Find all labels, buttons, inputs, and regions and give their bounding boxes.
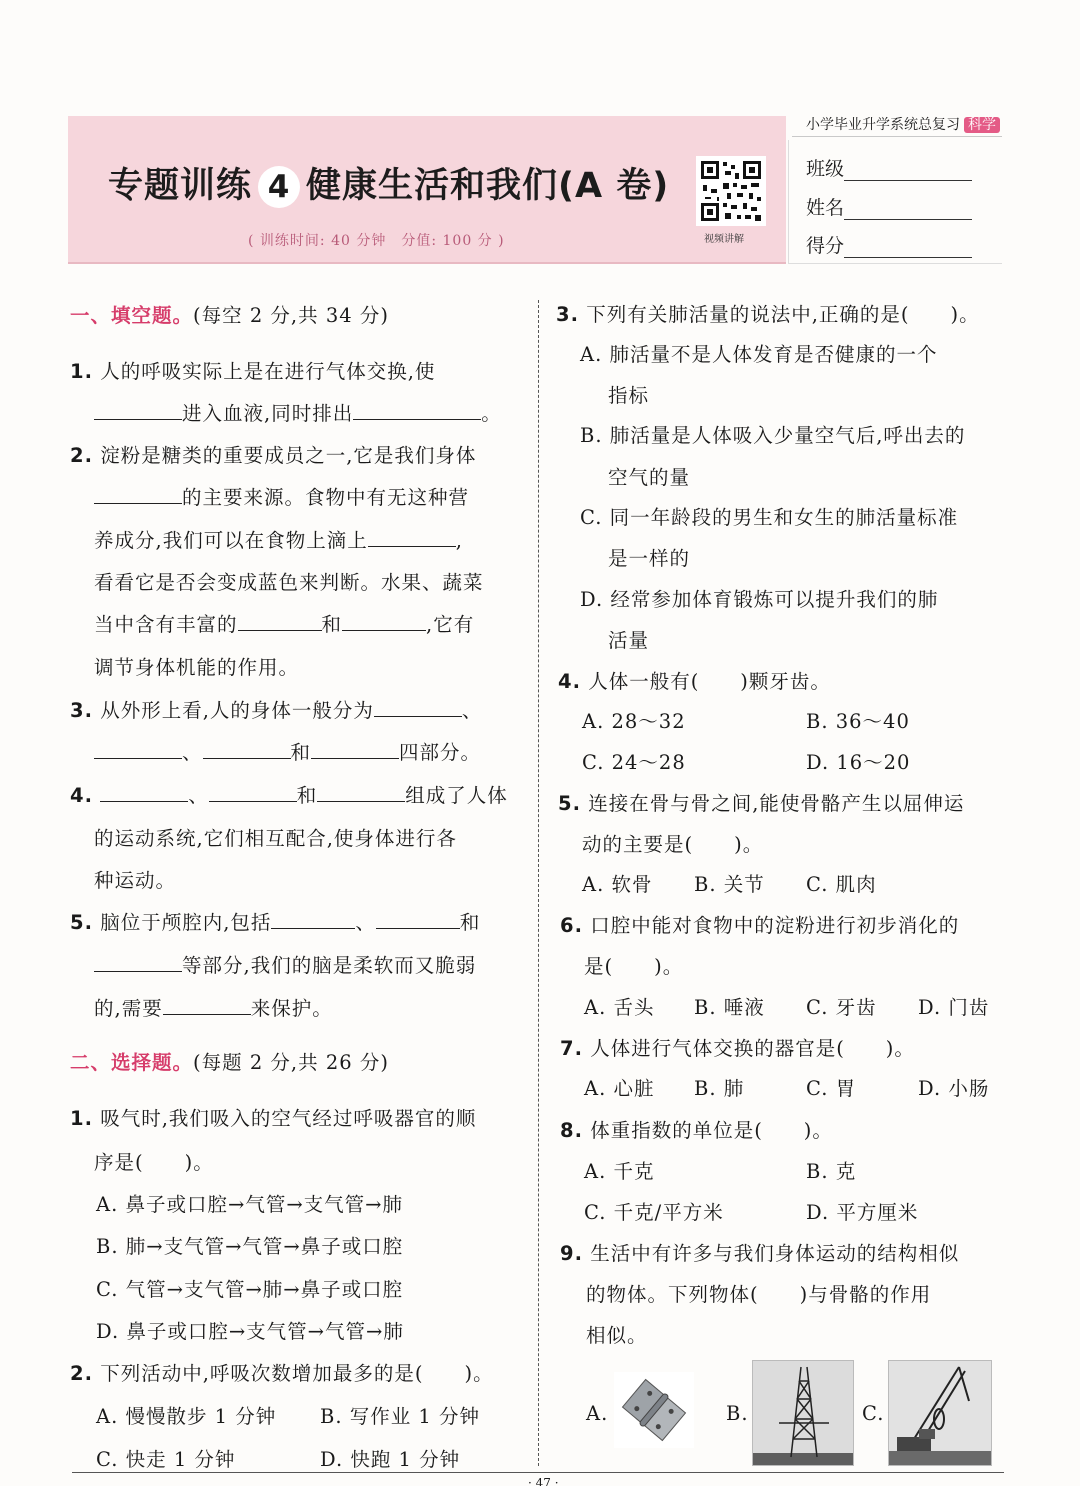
answer-blank[interactable] <box>317 784 405 802</box>
answer-blank[interactable] <box>353 402 481 420</box>
section2-note: (每题 2 分,共 26 分) <box>193 1051 389 1074</box>
question-number: 7. <box>560 1037 583 1060</box>
question-text: 四部分。 <box>399 741 482 764</box>
answer-blank[interactable] <box>203 741 291 759</box>
s2-q9-line2 <box>586 1279 931 1307</box>
question-text: 吸气时,我们吸入的空气经过呼吸器官的顺 <box>100 1107 477 1130</box>
answer-blank[interactable] <box>376 911 460 929</box>
option-b-cont: 空气的量 <box>608 466 691 489</box>
qr-caption: 视频讲解 <box>704 234 744 245</box>
s1-q5-line2 <box>94 950 476 978</box>
question-text: 生活中有许多与我们身体运动的结构相似 <box>590 1242 960 1265</box>
option-a-cont: 指标 <box>608 384 650 407</box>
option-d[interactable]: D. 鼻子或口腔→支气管→气管→肺 <box>96 1320 404 1343</box>
question-number: 9. <box>560 1242 583 1265</box>
question-text: 的,需要 <box>94 997 163 1020</box>
title-main: 健康生活和我们(A 卷) <box>306 166 670 206</box>
answer-blank[interactable] <box>311 741 399 759</box>
option-d[interactable]: D. 门齿 <box>918 996 990 1019</box>
option-a[interactable]: A. 慢慢散步 1 分钟 <box>96 1405 277 1428</box>
question-number: 5. <box>558 792 581 815</box>
s1-q1-line2 <box>94 398 502 426</box>
question-text: 相似。 <box>586 1324 648 1347</box>
s2-q6-line1 <box>560 910 959 938</box>
question-text: 和 <box>321 613 343 636</box>
question-text: 口腔中能对食物中的淀粉进行初步消化的 <box>590 914 960 937</box>
s1-q3-line2 <box>94 737 481 765</box>
s2-q9-line3 <box>586 1320 648 1348</box>
answer-blank[interactable] <box>94 954 182 972</box>
score-label: 得分 <box>806 235 845 257</box>
option-b[interactable]: B. 肺→支气管→气管→鼻子或口腔 <box>96 1235 404 1258</box>
question-text: 、 <box>355 911 376 934</box>
answer-blank[interactable] <box>368 529 456 547</box>
option-d[interactable]: D. 经常参加体育锻炼可以提升我们的肺 <box>580 588 939 611</box>
s1-q2-line3 <box>94 525 463 553</box>
option-a[interactable]: A. 肺活量不是人体发育是否健康的一个 <box>580 343 938 366</box>
s2-q3-line1 <box>556 299 980 327</box>
option-b[interactable]: B. 肺 <box>694 1077 745 1100</box>
s2-q6-line2 <box>584 951 683 979</box>
question-number: 6. <box>560 914 583 937</box>
answer-blank[interactable] <box>100 784 188 802</box>
question-text: 和 <box>290 741 312 764</box>
option-a[interactable]: A. 28～32 <box>582 710 686 733</box>
section1-heading <box>70 300 389 328</box>
s1-q2-line1 <box>70 440 476 468</box>
s1-q3-line1 <box>70 695 482 723</box>
divider <box>792 136 1002 137</box>
question-text: 、 <box>182 741 203 764</box>
s1-q4-line3 <box>94 865 176 893</box>
question-text: 调节身体机能的作用。 <box>94 656 300 679</box>
option-a[interactable]: A. 舌头 <box>584 996 655 1019</box>
option-d[interactable]: D. 快跑 1 分钟 <box>320 1448 461 1471</box>
section2-title: 二、选择题。 <box>70 1051 194 1074</box>
s1-q1-line1 <box>70 356 435 384</box>
answer-blank[interactable] <box>342 613 426 631</box>
s2-q2-line1 <box>70 1358 494 1386</box>
question-text: 和 <box>459 911 481 934</box>
option-c[interactable]: C. 同一年龄段的男生和女生的肺活量标准 <box>580 506 959 529</box>
answer-blank[interactable] <box>94 402 182 420</box>
hinge-image[interactable] <box>614 1372 694 1448</box>
question-text: 、 <box>461 699 483 722</box>
option-c[interactable]: C. 胃 <box>806 1077 857 1100</box>
series-name: 小学毕业升学系统总复习 <box>806 117 960 133</box>
s2-q5-line1 <box>558 788 964 816</box>
s2-q1-line2 <box>94 1147 214 1175</box>
option-a[interactable]: A. 心脏 <box>584 1077 655 1100</box>
option-a[interactable]: A. 鼻子或口腔→气管→支气管→肺 <box>96 1193 403 1216</box>
option-b[interactable]: B. 36～40 <box>806 710 910 733</box>
name-blank[interactable] <box>844 200 972 220</box>
question-number: 1. <box>70 360 93 383</box>
question-text: 是( )。 <box>584 955 684 978</box>
answer-blank[interactable] <box>94 741 182 759</box>
page-title <box>108 158 669 208</box>
s1-q2-line4 <box>94 567 484 595</box>
option-c-cont: 是一样的 <box>608 547 691 570</box>
class-blank[interactable] <box>844 161 972 181</box>
option-b[interactable]: B. 唾液 <box>694 996 765 1019</box>
question-text: 动的主要是( )。 <box>582 833 764 856</box>
option-d[interactable]: D. 平方厘米 <box>806 1201 919 1224</box>
question-text: 进入血液,同时排出 <box>182 402 354 425</box>
question-text: 当中含有丰富的 <box>94 613 238 636</box>
tower-image[interactable] <box>752 1360 854 1466</box>
option-d-cont: 活量 <box>608 629 650 652</box>
class-field[interactable] <box>806 154 972 181</box>
answer-blank[interactable] <box>374 699 462 717</box>
answer-blank[interactable] <box>209 784 297 802</box>
s1-q2-line2 <box>94 482 469 510</box>
question-text: 连接在骨与骨之间,能使骨骼产生以屈伸运 <box>588 792 965 815</box>
question-text: 的物体。下列物体( )与骨骼的作用 <box>586 1283 932 1306</box>
question-text: 种运动。 <box>94 869 177 892</box>
s2-q5-line2 <box>582 829 763 857</box>
s2-q9-line1 <box>560 1238 959 1266</box>
section2-heading <box>70 1047 389 1075</box>
s1-q2-line5 <box>94 609 474 637</box>
question-text: 组成了人体 <box>405 784 508 807</box>
class-label: 班级 <box>806 158 845 180</box>
score-field[interactable] <box>806 231 972 258</box>
question-number: 2. <box>70 444 93 467</box>
question-text: 养成分,我们可以在食物上滴上 <box>94 529 368 552</box>
question-text: 和 <box>296 784 318 807</box>
option-c[interactable]: C. 肌肉 <box>806 873 877 896</box>
question-text: ,它有 <box>426 613 475 636</box>
question-number: 4. <box>558 670 581 693</box>
section1-title: 一、填空题。 <box>70 304 194 327</box>
question-text: 序是( )。 <box>94 1151 214 1174</box>
question-text: 人的呼吸实际上是在进行气体交换,使 <box>100 360 436 383</box>
answer-blank[interactable] <box>163 997 251 1015</box>
option-c[interactable]: C. 牙齿 <box>806 996 877 1019</box>
question-number: 3. <box>70 699 93 722</box>
question-number: 5. <box>70 911 93 934</box>
question-text: 淀粉是糖类的重要成员之一,它是我们身体 <box>100 444 477 467</box>
question-text: 人体一般有( )颗牙齿。 <box>588 670 831 693</box>
option-b[interactable]: B. 肺活量是人体吸入少量空气后,呼出去的 <box>580 424 966 447</box>
question-number: 4. <box>70 784 93 807</box>
series-title <box>806 114 1000 134</box>
option-d[interactable]: D. 16～20 <box>806 751 911 774</box>
option-c[interactable]: C. 气管→支气管→肺→鼻子或口腔 <box>96 1278 404 1301</box>
option-b[interactable]: B. <box>726 1402 749 1425</box>
title-banner <box>68 116 786 264</box>
score-blank[interactable] <box>844 238 972 258</box>
time-score-note: ( 训练时间: 40 分钟 分值: 100 分 ) <box>248 233 505 249</box>
s1-q4-line2 <box>94 823 457 851</box>
question-text: 人体进行气体交换的器官是( )。 <box>590 1037 915 1060</box>
question-text: 下列有关肺活量的说法中,正确的是( )。 <box>586 303 980 326</box>
option-b[interactable]: B. 关节 <box>694 873 765 896</box>
question-text: 。 <box>481 402 502 425</box>
option-b[interactable]: B. 写作业 1 分钟 <box>320 1405 481 1428</box>
option-c[interactable]: C. 千克/平方米 <box>584 1201 724 1224</box>
option-c[interactable]: C. <box>862 1402 885 1425</box>
s2-q8-line1 <box>560 1115 833 1143</box>
s2-q7-line1 <box>560 1033 915 1061</box>
footer-rule <box>72 1472 1004 1473</box>
option-a[interactable]: A. <box>586 1402 609 1425</box>
title-number-badge: 4 <box>258 166 300 208</box>
option-b[interactable]: B. 克 <box>806 1160 857 1183</box>
option-d[interactable]: D. 小肠 <box>918 1077 990 1100</box>
page-number: · 47 · <box>528 1476 559 1486</box>
s2-q1-line1 <box>70 1103 476 1131</box>
s1-q2-line6 <box>94 652 299 680</box>
section1-note: (每空 2 分,共 34 分) <box>193 304 389 327</box>
title-prefix: 专题训练 <box>108 166 253 206</box>
s1-q5-line1 <box>70 907 480 935</box>
question-text: , <box>455 529 463 552</box>
question-text: 等部分,我们的脑是柔软而又脆弱 <box>182 954 477 977</box>
question-number: 8. <box>560 1119 583 1142</box>
question-text: 下列活动中,呼吸次数增加最多的是( )。 <box>100 1362 494 1385</box>
question-text: 从外形上看,人的身体一般分为 <box>100 699 374 722</box>
option-a[interactable]: A. 软骨 <box>582 873 653 896</box>
s1-q4-line1 <box>70 780 508 808</box>
question-text: 脑位于颅腔内,包括 <box>100 911 272 934</box>
answer-blank[interactable] <box>238 613 322 631</box>
question-number: 2. <box>70 1362 93 1385</box>
question-text: 体重指数的单位是( )。 <box>590 1119 833 1142</box>
option-c[interactable]: C. 快走 1 分钟 <box>96 1448 236 1471</box>
question-text: 看看它是否会变成蓝色来判断。水果、蔬菜 <box>94 571 484 594</box>
question-text: 、 <box>188 784 209 807</box>
option-c[interactable]: C. 24～28 <box>582 751 686 774</box>
s1-q5-line3 <box>94 993 333 1021</box>
answer-blank[interactable] <box>271 911 355 929</box>
answer-blank[interactable] <box>94 486 182 504</box>
question-text: 来保护。 <box>250 997 333 1020</box>
qr-code-icon[interactable] <box>696 156 766 226</box>
s2-q4-line1 <box>558 666 831 694</box>
crane-image[interactable] <box>888 1360 992 1466</box>
name-field[interactable] <box>806 193 972 220</box>
subject-badge: 科学 <box>964 117 1000 133</box>
question-number: 1. <box>70 1107 93 1130</box>
question-number: 3. <box>556 303 579 326</box>
name-label: 姓名 <box>806 197 845 219</box>
question-text: 的运动系统,它们相互配合,使身体进行各 <box>94 827 457 850</box>
option-a[interactable]: A. 千克 <box>584 1160 655 1183</box>
column-divider <box>538 300 539 1466</box>
question-text: 的主要来源。食物中有无这种营 <box>182 486 470 509</box>
